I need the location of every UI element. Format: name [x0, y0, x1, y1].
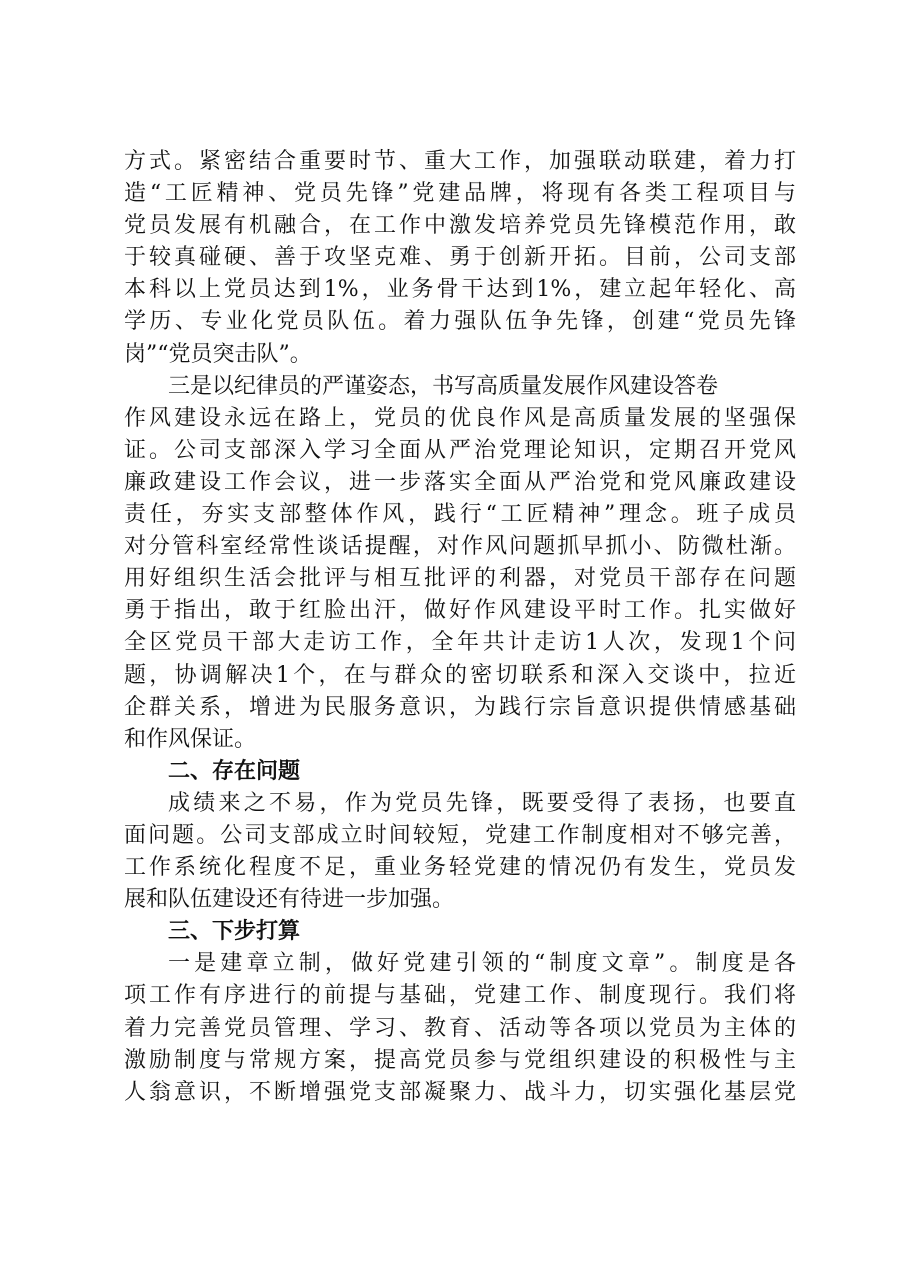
paragraph-line: 面问题。公司支部成立时间较短，党建工作制度相对不够完善，	[124, 822, 796, 848]
section-heading: 三、下步打算	[168, 919, 301, 945]
section-heading: 二、存在问题	[168, 758, 301, 784]
paragraph-line: 于较真碰硬、善于攻坚克难、勇于创新开拓。目前，公司支部	[124, 245, 796, 271]
paragraph-line: 一是建章立制，做好党建引领的“制度文章”。制度是各	[168, 951, 796, 977]
paragraph-line: 企群关系，增进为民服务意识，为践行宗旨意识提供情感基础	[124, 694, 796, 720]
paragraph-line: 造“工匠精神、党员先锋”党建品牌，将现有各类工程项目与	[124, 181, 796, 207]
paragraph-line: 本科以上党员达到1%，业务骨干达到1%，建立起年轻化、高	[124, 277, 796, 303]
paragraph-line: 题，协调解决1个，在与群众的密切联系和深入交谈中，拉近	[124, 662, 796, 688]
paragraph-line: 成绩来之不易，作为党员先锋，既要受得了表扬，也要直	[168, 790, 796, 816]
paragraph-line: 证。公司支部深入学习全面从严治党理论知识，定期召开党风	[124, 437, 796, 463]
paragraph-line: 人翁意识，不断增强党支部凝聚力、战斗力，切实强化基层党	[124, 1079, 796, 1105]
paragraph-line: 三是以纪律员的严谨姿态，书写高质量发展作风建设答卷	[168, 373, 719, 399]
paragraph-line: 作风建设永远在路上，党员的优良作风是高质量发展的坚强保	[124, 405, 796, 431]
document-page	[124, 146, 796, 1109]
paragraph-line: 工作系统化程度不足，重业务轻党建的情况仍有发生，党员发	[124, 855, 796, 881]
paragraph-line: 岗”“党员突击队”。	[124, 341, 312, 367]
paragraph-line: 勇于指出，敢于红脸出汗，做好作风建设平时工作。扎实做好	[124, 598, 796, 624]
paragraph-line: 激励制度与常规方案，提高党员参与党组织建设的积极性与主	[124, 1047, 796, 1073]
paragraph-line: 对分管科室经常性谈话提醒，对作风问题抓早抓小、防微杜渐。	[124, 534, 796, 560]
paragraph-line: 着力完善党员管理、学习、教育、活动等各项以党员为主体的	[124, 1015, 796, 1041]
paragraph-line: 展和队伍建设还有待进一步加强。	[124, 887, 455, 913]
paragraph-line: 党员发展有机融合，在工作中激发培养党员先锋模范作用，敢	[124, 213, 796, 239]
paragraph-line: 全区党员干部大走访工作，全年共计走访1人次，发现1个问	[124, 630, 796, 656]
paragraph-line: 学历、专业化党员队伍。着力强队伍争先锋，创建“党员先锋	[124, 309, 796, 335]
paragraph-line: 方式。紧密结合重要时节、重大工作，加强联动联建，着力打	[124, 149, 796, 174]
paragraph-line: 用好组织生活会批评与相互批评的利器，对党员干部存在问题	[124, 566, 796, 592]
paragraph-line: 项工作有序进行的前提与基础，党建工作、制度现行。我们将	[124, 983, 796, 1009]
paragraph-line: 和作风保证。	[124, 726, 257, 752]
paragraph-line: 责任，夯实支部整体作风，践行“工匠精神”理念。班子成员	[124, 502, 796, 528]
paragraph-line: 廉政建设工作会议，进一步落实全面从严治党和党风廉政建设	[124, 469, 796, 495]
